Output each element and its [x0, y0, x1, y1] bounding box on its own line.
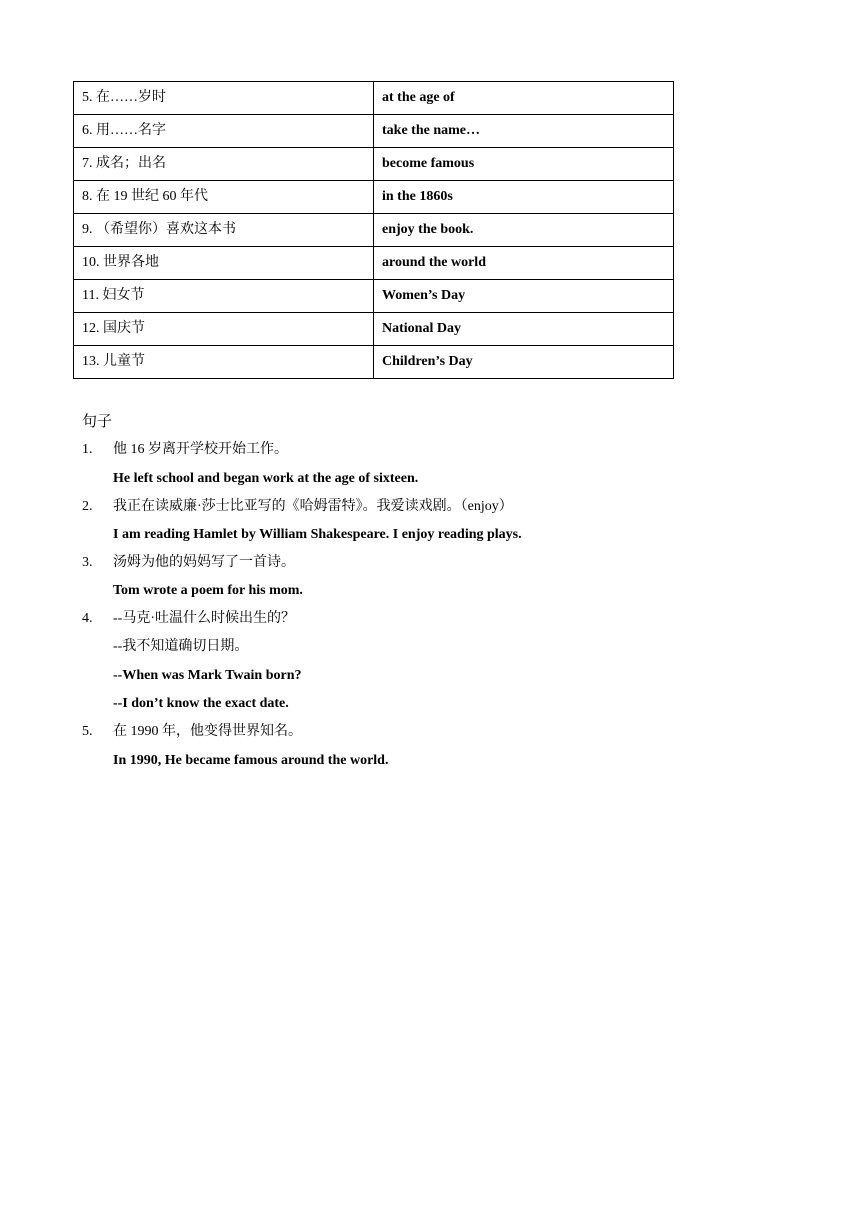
sentence-chinese: --我不知道确切日期。 — [113, 639, 249, 654]
sentence-number: 3. — [82, 555, 93, 570]
table-row — [74, 313, 674, 346]
sentence-english: --I don’t know the exact date. — [113, 696, 289, 711]
vocab-chinese: 10. 世界各地 — [74, 247, 374, 280]
sentence-number: 4. — [82, 611, 93, 626]
table-row — [74, 181, 674, 214]
sentence-number: 1. — [82, 442, 93, 457]
vocab-chinese: 12. 国庆节 — [74, 313, 374, 346]
sentence-chinese: 汤姆为他的妈妈写了一首诗。 — [113, 555, 295, 570]
vocab-english: National Day — [374, 313, 674, 346]
sentence-chinese: 他 16 岁离开学校开始工作。 — [113, 442, 288, 457]
sentence-chinese: 我正在读威廉·莎士比亚写的《哈姆雷特》。我爱读戏剧。（enjoy） — [113, 499, 513, 514]
vocab-chinese: 11. 妇女节 — [74, 280, 374, 313]
vocab-english: Children’s Day — [374, 346, 674, 379]
sentence-english: Tom wrote a poem for his mom. — [113, 583, 303, 598]
vocab-english: Women’s Day — [374, 280, 674, 313]
table-row — [74, 247, 674, 280]
sentence-chinese: 在 1990 年，他变得世界知名。 — [113, 724, 302, 739]
sentence-chinese: --马克·吐温什么时候出生的？ — [113, 611, 295, 626]
table-row — [74, 214, 674, 247]
table-row — [74, 346, 674, 379]
vocab-chinese: 8. 在 19 世纪 60 年代 — [74, 181, 374, 214]
vocab-english: take the name… — [374, 115, 674, 148]
vocab-chinese: 9. （希望你）喜欢这本书 — [74, 214, 374, 247]
vocab-english: around the world — [374, 247, 674, 280]
sentence-english: --When was Mark Twain born? — [113, 668, 302, 683]
vocab-english: enjoy the book. — [374, 214, 674, 247]
vocab-chinese: 5. 在……岁时 — [74, 82, 374, 115]
vocab-english: at the age of — [374, 82, 674, 115]
vocab-english: in the 1860s — [374, 181, 674, 214]
table-row — [74, 280, 674, 313]
table-row — [74, 148, 674, 181]
vocab-chinese: 7. 成名；出名 — [74, 148, 374, 181]
sentence-english: He left school and began work at the age of sixteen. — [113, 471, 419, 486]
table-row — [74, 82, 674, 115]
sentence-english: I am reading Hamlet by William Shakespeare. I enjoy reading plays. — [113, 527, 522, 542]
sentence-english: In 1990, He became famous around the world. — [113, 753, 389, 768]
vocab-english: become famous — [374, 148, 674, 181]
sentence-number: 5. — [82, 724, 93, 739]
table-row — [74, 115, 674, 148]
vocab-table — [73, 81, 674, 379]
vocab-chinese: 6. 用……名字 — [74, 115, 374, 148]
vocab-chinese: 13. 儿童节 — [74, 346, 374, 379]
sentences-heading: 句子 — [82, 414, 113, 430]
sentence-number: 2. — [82, 499, 93, 514]
